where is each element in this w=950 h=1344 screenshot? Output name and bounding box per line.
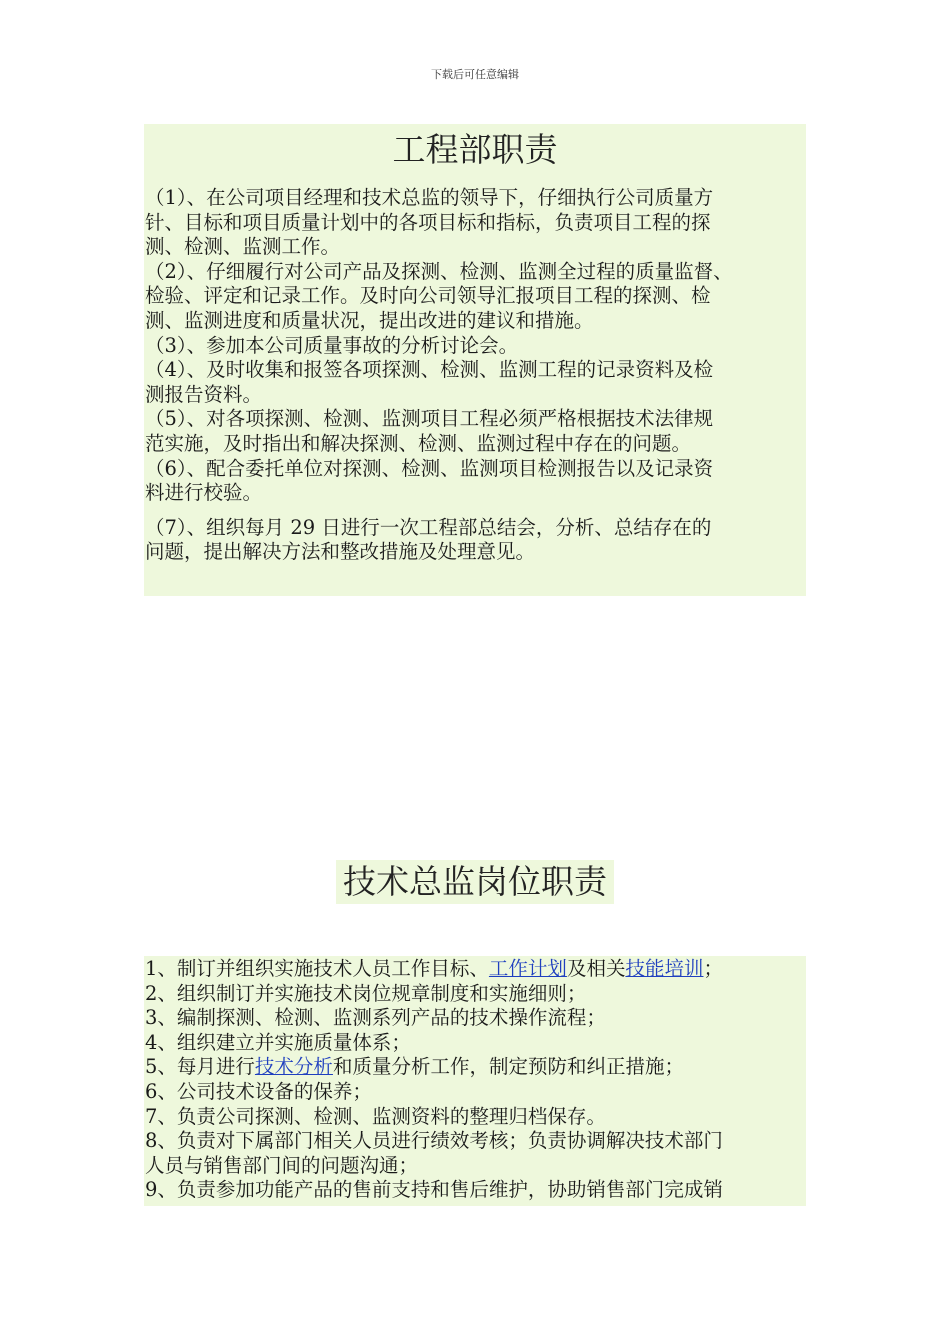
list-item: 3、编制探测、检测、监测系列产品的技术操作流程； xyxy=(145,1006,606,1030)
list-item: 人员与销售部门间的问题沟通； xyxy=(145,1153,419,1177)
list-item: 1、制订并组织实施技术人员工作目标、工作计划及相关技能培训； xyxy=(145,957,723,980)
section2-list xyxy=(145,957,810,1203)
body-line: （1）、在公司项目经理和技术总监的领导下，仔细执行公司质量方 xyxy=(145,186,714,209)
body-line: （6）、配合委托单位对探测、检测、监测项目检测报告以及记录资 xyxy=(145,456,714,480)
list-item: 2、组织制订并实施技术岗位规章制度和实施细则； xyxy=(145,981,587,1005)
body-line: （3）、参加本公司质量事故的分析讨论会。 xyxy=(145,333,519,357)
body-line: （2）、仔细履行对公司产品及探测、检测、监测全过程的质量监督、 xyxy=(145,259,733,283)
list-item: 6、公司技术设备的保养； xyxy=(145,1079,372,1103)
body-line: 料进行校验。 xyxy=(145,481,263,505)
page-header: 下载后可任意编辑 xyxy=(431,68,519,81)
list-item: 5、每月进行技术分析和质量分析工作，制定预防和纠正措施； xyxy=(145,1055,684,1079)
skill-training-link[interactable]: 技能培训 xyxy=(625,957,704,980)
body-line: 检验、评定和记录工作。及时向公司领导汇报项目工程的探测、检 xyxy=(145,284,711,308)
body-line: 范实施，及时指出和解决探测、检测、监测过程中存在的问题。 xyxy=(145,431,692,455)
section1-body xyxy=(145,186,810,565)
body-line: 测、检测、监测工作。 xyxy=(145,235,341,259)
tech-analysis-link[interactable]: 技术分析 xyxy=(254,1055,333,1079)
list-item: 4、组织建立并实施质量体系； xyxy=(145,1030,411,1054)
body-line: 测、监测进度和质量状况，提出改进的建议和措施。 xyxy=(145,308,594,332)
body-line: （7）、组织每月 29 日进行一次工程部总结会，分析、总结存在的 xyxy=(145,515,712,539)
section2-title: 技术总监岗位职责 xyxy=(336,860,614,904)
list-item: 8、负责对下属部门相关人员进行绩效考核；负责协调解决技术部门 xyxy=(145,1129,723,1153)
body-line: （4）、及时收集和报签各项探测、检测、监测工程的记录资料及检 xyxy=(145,358,714,382)
work-plan-link[interactable]: 工作计划 xyxy=(488,957,567,980)
body-line: 针、目标和项目质量计划中的各项目标和指标，负责项目工程的探 xyxy=(145,210,711,234)
body-line: 测报告资料。 xyxy=(145,382,263,406)
body-line: （5）、对各项探测、检测、监测项目工程必须严格根据技术法律规 xyxy=(145,407,714,431)
section1-title: 工程部职责 xyxy=(392,130,558,169)
list-item: 9、负责参加功能产品的售前支持和售后维护，协助销售部门完成销 xyxy=(145,1178,723,1202)
list-item: 7、负责公司探测、检测、监测资料的整理归档保存。 xyxy=(145,1104,606,1128)
body-line: 问题，提出解决方法和整改措施及处理意见。 xyxy=(145,540,536,564)
